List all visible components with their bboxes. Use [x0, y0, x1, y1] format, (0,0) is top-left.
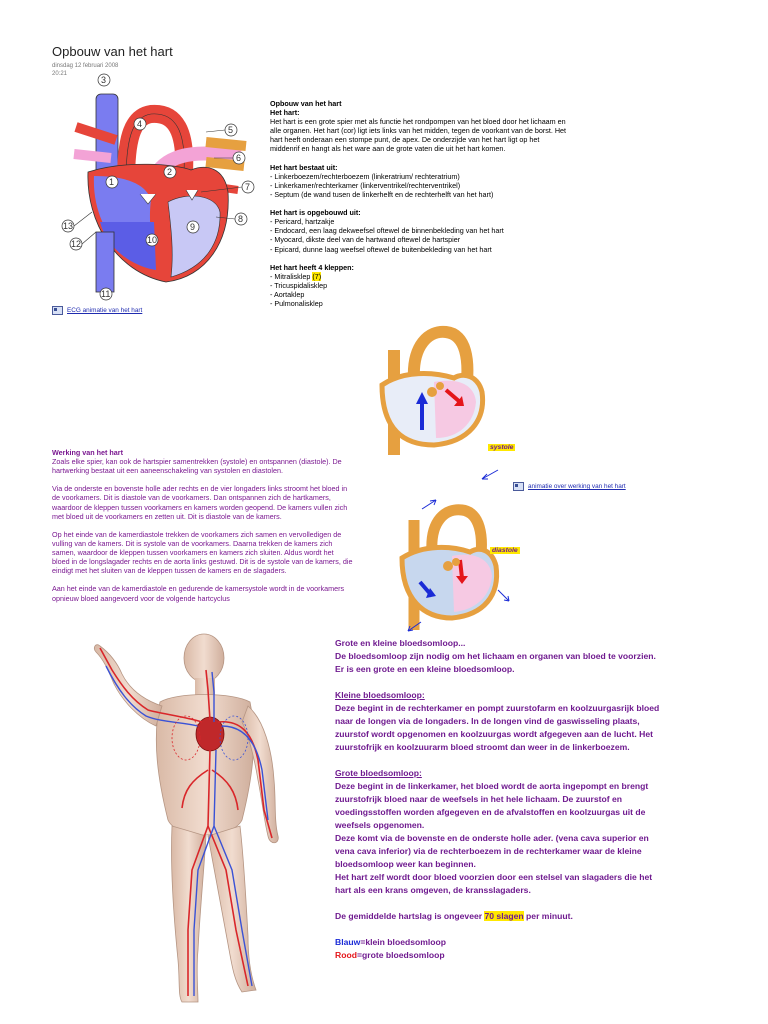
legend-blauw — [335, 936, 659, 949]
label-7: 7 — [245, 182, 251, 192]
omloop-line — [335, 676, 659, 689]
label-12: 12 — [71, 239, 82, 249]
hartslag-pre: De gemiddelde hartslag is ongeveer — [335, 911, 485, 921]
werking-line: met bloed uit de voorkamers en zetten uit. Dit is diastole van de kamers. — [52, 511, 282, 521]
groot-line: bloedsomloop weer kan beginnen. — [335, 859, 476, 869]
hartslag-value: 70 slagen — [484, 911, 524, 921]
label-10: 10 — [147, 235, 158, 245]
page-title: Opbouw van het hart — [52, 44, 173, 59]
blauw-rest: =klein bloedsomloop — [360, 937, 447, 947]
arrow-icon — [405, 620, 423, 634]
intro-line: - Linkerboezem/rechterboezem (linkeratrium/ rechteratrium) — [270, 171, 460, 181]
blauw-word: Blauw — [335, 937, 361, 947]
intro-line: - Epicard, dunne laag weefsel oftewel de buitenbekleding van het hart — [270, 244, 492, 254]
label-5: 5 — [228, 125, 234, 135]
groot-line: voedingsstoffen worden afgegeven en de afvalstoffen en koolzuurgas uit de — [335, 807, 646, 817]
arrow-icon — [478, 468, 500, 482]
werking-line: samen, waardoor de kleppen tussen voorkamers en kamers zich sluiten. Aldus wordt het — [52, 548, 334, 558]
hartslag-line — [335, 910, 659, 923]
label-9: 9 — [190, 222, 196, 232]
groot-line: hart als een krans omgeven, de kransslagaders. — [335, 885, 531, 895]
groot-line: weefsels opgenomen. — [335, 820, 425, 830]
werking-line: Aan het einde van de kamerdiastole en gedurende de kamersystole wordt in de voorkamers — [52, 584, 345, 594]
intro-line: - Pericard, hartzakje — [270, 217, 335, 227]
werking-line: hartwerking bestaat uit een aaneenschakeling van systolen en diastolen. — [52, 466, 283, 476]
label-8: 8 — [238, 214, 244, 224]
werking-text — [52, 448, 352, 603]
video-icon — [513, 482, 524, 491]
circulation-figure — [52, 630, 332, 1010]
ecg-animation-link[interactable] — [52, 306, 142, 315]
groot-line: vena cava inferior) via de rechterboezem in de rechterkamer waar de kleine — [335, 846, 642, 856]
arrow-icon — [420, 497, 440, 511]
video-icon — [52, 306, 63, 315]
groot-line: Deze komt via de bovenste en de onderste holle ader. (vena cava superior en — [335, 833, 649, 843]
valve-item — [270, 272, 566, 281]
werking-animation-link-label: animatie over werking van het hart — [528, 483, 626, 490]
valve-item: - Aortaklep — [270, 289, 305, 299]
klein-line: zuurstofrijk en koolzuurarm bloed stroomt dan weer in de linkerboezem. — [335, 742, 630, 752]
werking-line: Werking van het hart — [52, 448, 123, 457]
intro-line — [270, 199, 566, 208]
intro-line: Het hart bestaat uit: — [270, 162, 338, 172]
intro-line: - Myocard, dikste deel van de hartwand oftewel de hartspier — [270, 235, 461, 245]
label-3: 3 — [101, 75, 107, 85]
diastole-diagram — [396, 500, 506, 635]
intro-line: hart heeft onderaan een stompe punt, de apex. De onderzijde van het hart ligt op het — [270, 135, 540, 145]
werking-line — [52, 475, 352, 484]
werking-line: Via de onderste en bovenste holle ader rechts en de vier longaders links stroomt het bloed in — [52, 484, 348, 494]
werking-line: waardoor de kleppen tussen voorkamers en kamers worden geopend. De kamers vullen zich — [52, 502, 348, 512]
page-date: dinsdag 12 februari 2008 — [52, 63, 119, 69]
werking-line: eindigt met het sluiten van de kleppen tussen de kamers en de slagaders. — [52, 566, 287, 576]
valve-item: - Tricuspidalisklep — [270, 280, 328, 290]
werking-line: bloed in de longslagader rechts en de aorta links gestuwd. Dit is de systole van de kamers, die — [52, 557, 353, 567]
label-1: 1 — [109, 177, 115, 187]
intro-line: Het hart: — [270, 108, 300, 118]
intro-line — [270, 154, 566, 163]
arrow-icon — [496, 588, 512, 604]
intro-line: Het hart heeft 4 kleppen: — [270, 262, 354, 272]
werking-line: Zoals elke spier, kan ook de hartspier samentrekken (systole) en ontspannen (diastole). De — [52, 457, 342, 467]
groot-line: zuurstofrijk bloed naar de weefsels in het hele lichaam. De zuurstof en — [335, 794, 623, 804]
intro-line: Het hart is opgebouwd uit: — [270, 208, 361, 218]
omloop-line: Grote en kleine bloedsomloop... — [335, 638, 466, 648]
label-4: 4 — [137, 119, 143, 129]
werking-line: opnieuw bloed aangevoerd voor de volgende hartcyclus — [52, 593, 230, 603]
heart-diagram — [56, 72, 256, 302]
werking-line — [52, 575, 352, 584]
werking-line — [52, 521, 352, 530]
label-6: 6 — [236, 153, 242, 163]
valve-marker: (7) — [312, 271, 322, 281]
legend-rood — [335, 949, 659, 962]
hartslag-post: per minuut. — [523, 911, 573, 921]
klein-line — [335, 754, 659, 767]
label-11: 11 — [101, 289, 111, 299]
werking-line: de voorkamers. Dit is diastole van de voorkamers. Dan ontspannen zich de hartkamers, — [52, 493, 331, 503]
werking-line: vulling van de kamers. Dit is systole van de voorkamers. Daarna trekken de kamers zich — [52, 538, 333, 548]
groot-line — [335, 897, 659, 910]
groot-line: Deze begint in de linkerkamer, het bloed wordt de aorta ingepompt en brengt — [335, 781, 649, 791]
systole-diagram — [374, 320, 494, 460]
intro-line: middenrif en hangt als het ware aan de grote vaten die uit het hart komen. — [270, 144, 506, 154]
intro-line: - Linkerkamer/rechterkamer (linkerventrikel/rechterventrikel) — [270, 180, 461, 190]
intro-text — [270, 99, 566, 308]
werking-animation-link[interactable] — [513, 482, 626, 491]
intro-line: Het hart is een grote spier met als functie het rondpompen van het bloed door het lichaam en — [270, 117, 566, 127]
intro-line: alle organen. Het hart (cor) ligt iets links van het midden, tegen de voorkant van de borst. Het — [270, 126, 567, 136]
intro-line: Opbouw van het hart — [270, 99, 342, 108]
werking-line: Op het einde van de kamerdiastole trekken de voorkamers zich samen en vervolledigen de — [52, 529, 342, 539]
intro-line: - Endocard, een laag dekweefsel oftewel de binnenbekleding van het hart — [270, 226, 504, 236]
groot-line: Het hart zelf wordt door bloed voorzien door een stelsel van slagaders die het — [335, 872, 653, 882]
omloop-line: De bloedsomloop zijn nodig om het lichaam en organen van bloed te voorzien. — [335, 651, 656, 661]
valve-item: - Pulmonalisklep — [270, 299, 323, 309]
bloedsomloop-text — [335, 637, 659, 962]
klein-line: naar de longen via de longaders. In de longen vind de gaswisseling plaats, — [335, 716, 640, 726]
systole-label: systole — [490, 444, 514, 451]
page-time: 20:21 — [52, 71, 68, 77]
intro-line: - Septum (de wand tusen de linkerhelft en de rechterhelft van het hart) — [270, 189, 494, 199]
diastole-label: diastole — [492, 547, 518, 554]
klein-line: Deze begint in de rechterkamer en pompt zuurstofarm en koolzuurgasrijk bloed — [335, 703, 660, 713]
intro-line — [270, 254, 566, 263]
omloop-line: Er is een grote en een kleine bloedsomloop. — [335, 664, 515, 674]
ecg-animation-link-label: ECG animatie van het hart — [67, 307, 143, 314]
kleine-bloedsomloop-heading: Kleine bloedsomloop: — [335, 690, 425, 700]
klein-line: zuurstof wordt opgenomen en koolzuurgas wordt afgegeven aan de lucht. Het — [335, 729, 653, 739]
label-2: 2 — [167, 167, 173, 177]
grote-bloedsomloop-heading: Grote bloedsomloop: — [335, 768, 422, 778]
label-13: 13 — [63, 221, 74, 231]
valve-label: - Mitralisklep — [270, 271, 313, 281]
rood-word: Rood — [335, 950, 357, 960]
rood-rest: =grote bloedsomloop — [356, 950, 445, 960]
